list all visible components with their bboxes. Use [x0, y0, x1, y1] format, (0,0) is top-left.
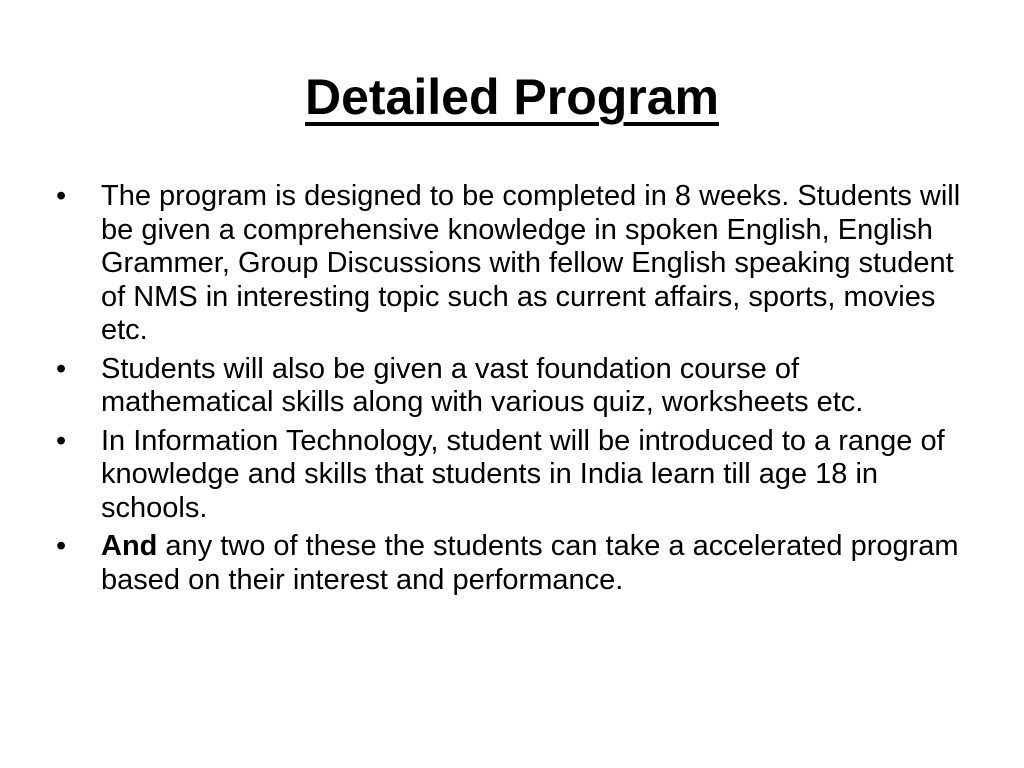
bullet-list — [56, 180, 976, 602]
bullet-icon: • — [56, 424, 67, 457]
bullet-icon: • — [56, 352, 67, 385]
bullet-bold-lead: And — [101, 530, 158, 562]
bullet-text-1: The program is designed to be completed in 8 weeks. Students will be given a comprehensive knowledge in spoken English, English Grammer, Group Discussions with fellow English speaking student of NMS in interesting topic such as current affairs, sports, movies etc. — [101, 180, 961, 346]
bullet-text-4: any two of these the students can take a accelerated program based on their interest and performance. — [101, 530, 959, 596]
bullet-item-1 — [56, 180, 976, 348]
bullet-icon: • — [56, 180, 67, 212]
bullet-icon: • — [56, 530, 67, 562]
slide-title-text: Detailed Program — [304, 69, 719, 125]
bullet-item-2 — [56, 353, 976, 420]
bullet-item-3 — [56, 425, 976, 526]
bullet-text-2: Students will also be given a vast foundation course of mathematical skills along with various quiz, worksheets etc. — [101, 352, 864, 418]
bullet-text-3: In Information Technology, student will be introduced to a range of knowledge and skills that students in India learn till age 18 in schools. — [101, 424, 945, 524]
bullet-item-4 — [56, 530, 976, 597]
slide-title — [0, 62, 1024, 132]
